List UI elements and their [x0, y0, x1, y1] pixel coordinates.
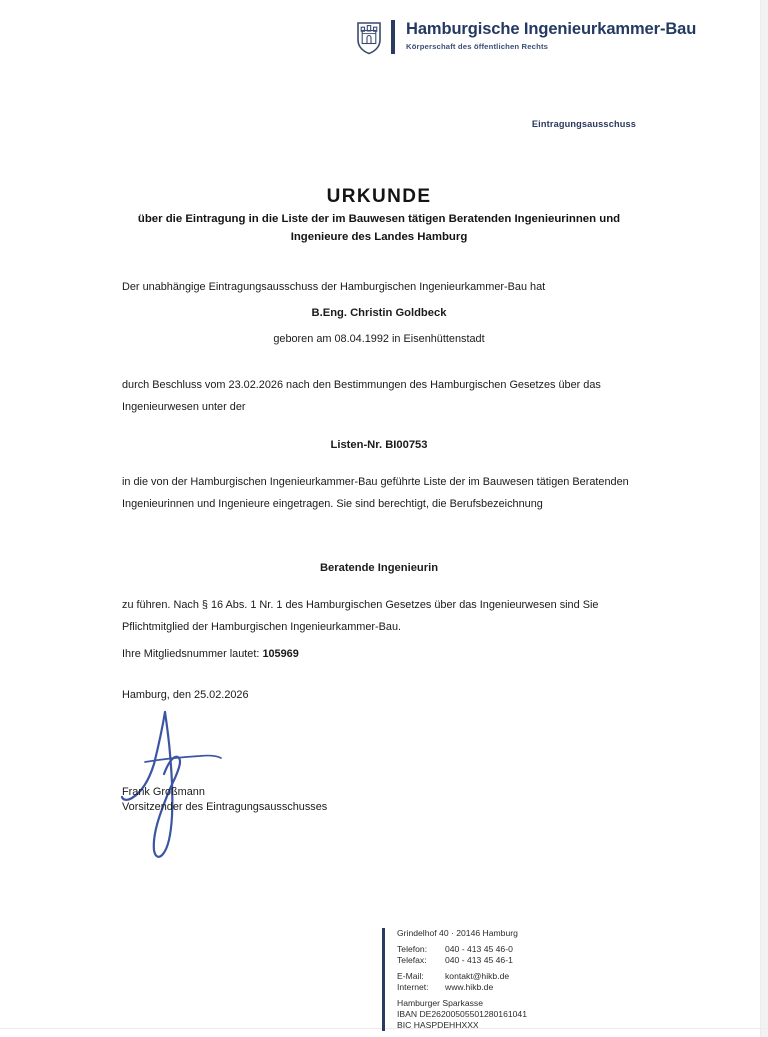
signature-block	[122, 785, 327, 816]
footer-bic: BIC HASPDEHHXXX	[397, 1020, 479, 1030]
footer-fax-label: Telefax:	[397, 955, 427, 965]
footer-email-label: E-Mail:	[397, 971, 424, 981]
footer-bank-name: Hamburger Sparkasse	[397, 998, 483, 1008]
footer-email-value[interactable]: kontakt@hikb.de	[445, 971, 510, 981]
professional-title: Beratende Ingenieurin	[319, 562, 439, 574]
birth-details: geboren am 08.04.1992 in Eisenhüttenstadt	[273, 333, 485, 345]
intro-paragraph: Der unabhängige Eintragungsausschuss der Hamburgischen Ingenieurkammer-Bau hat	[122, 281, 546, 293]
footer-phone-group	[397, 944, 527, 966]
footer-phone-label: Telefon:	[397, 944, 428, 954]
hamburg-coat-of-arms-icon	[356, 21, 382, 55]
document-title: URKUNDE	[326, 186, 432, 207]
brand-block	[406, 20, 696, 51]
footer-address-group	[397, 928, 527, 939]
footer-accent-rule	[382, 928, 385, 1031]
list-number: Listen-Nr. BI00753	[330, 439, 428, 451]
page-edge-right	[760, 0, 768, 1037]
letterhead-accent-rule	[391, 20, 395, 54]
footer-contact-block	[382, 928, 527, 1031]
signature-area	[118, 700, 438, 870]
obligation-paragraph: zu führen. Nach § 16 Abs. 1 Nr. 1 des Hamburgischen Gesetzes über das Ingenieurwesen sind Sie Pflichtmitglied der Hamburgischen Ingenieurkammer-Bau.	[122, 599, 599, 633]
footer-iban: IBAN DE26200505501280161041	[397, 1009, 527, 1019]
footer-phone-value: 040 - 413 45 46-0	[445, 944, 513, 954]
membership-line	[122, 644, 636, 666]
document-subtitle: über die Eintragung in die Liste der im Bauwesen tätigen Beratenden Ingenieurinnen und Ingenieure des Landes Hamburg	[137, 213, 621, 243]
footer-text	[397, 928, 527, 1031]
footer-email-row	[397, 971, 527, 982]
recipient-name: B.Eng. Christin Goldbeck	[311, 307, 447, 319]
signer-role: Vorsitzender des Eintragungsausschusses	[122, 801, 328, 814]
footer-internet-label: Internet:	[397, 982, 429, 992]
footer-fax-value: 040 - 413 45 46-1	[445, 955, 513, 965]
place-and-date: Hamburg, den 25.02.2026	[122, 689, 249, 701]
signer-name: Frank Großmann	[122, 786, 205, 798]
membership-label: Ihre Mitgliedsnummer lautet:	[122, 648, 260, 660]
decision-paragraph: durch Beschluss vom 23.02.2026 nach den Bestimmungen des Hamburgischen Gesetzes über das Ingenieurwesen unter der	[122, 379, 601, 413]
footer-address: Grindelhof 40 · 20146 Hamburg	[397, 928, 518, 938]
footer-online-group	[397, 971, 527, 993]
footer-internet-row	[397, 982, 527, 993]
letterhead	[356, 20, 696, 55]
committee-label: Eintragungsausschuss	[531, 119, 636, 129]
registration-paragraph: in die von der Hamburgischen Ingenieurkammer-Bau geführte Liste der im Bauwesen tätigen Beratenden Ingenieurinnen und Ingenieure eingetragen. Sie sind berechtigt, die Berufsbezeichnung	[122, 476, 629, 510]
footer-phone-row	[397, 944, 527, 955]
footer-internet-value[interactable]: www.hikb.de	[445, 982, 494, 992]
organization-legal-form: Körperschaft des öffentlichen Rechts	[406, 42, 549, 52]
footer-bank-group	[397, 998, 527, 1031]
organization-name: Hamburgische Ingenieurkammer-Bau	[406, 20, 697, 38]
footer-fax-row	[397, 955, 527, 966]
membership-number: 105969	[262, 648, 299, 660]
